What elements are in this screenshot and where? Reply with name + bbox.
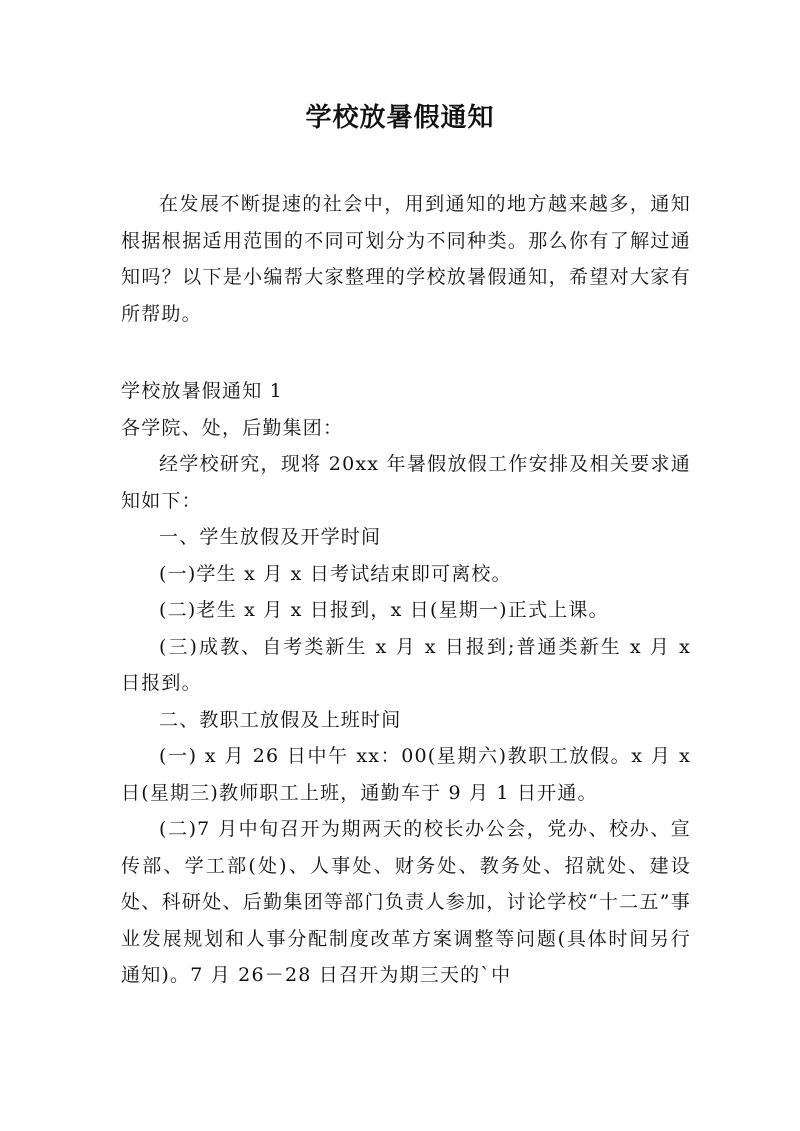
document-title: 学校放暑假通知 xyxy=(305,103,495,133)
salutation: 各学院、处，后勤集团： xyxy=(121,416,344,439)
paragraph-student-1: (一)学生 x 月 x 日考试结束即可离校。 xyxy=(159,562,512,585)
paragraph-staff-1: (一) x 月 26 日中午 xx：00(星期六)教职工放假。x 月 x 日(星期三)教师职工上班，通勤车于 9 月 1 日开通。 xyxy=(121,745,691,804)
paragraph-student-2: (二)老生 x 月 x 日报到，x 日(星期一)正式上课。 xyxy=(159,599,609,621)
paragraph-student-3: (三)成教、自考类新生 x 月 x 日报到;普通类新生 x 月 x 日报到。 xyxy=(121,635,691,694)
paragraph-intro: 经学校研究，现将 20xx 年暑假放假工作安排及相关要求通知如下： xyxy=(121,453,691,512)
notice-section xyxy=(121,373,691,994)
heading-staff-schedule: 二、教职工放假及上班时间 xyxy=(159,708,402,731)
paragraph-staff-2: (二)7 月中旬召开为期两天的校长办公会，党办、校办、宣传部、学工部(处)、人事处、财务处、教务处、招就处、建设处、科研处、后勤集团等部门负责人参加，讨论学校“十二五”事业发展规划和人事分配制度改革方案调整等问题(具体时间另行通知)。7 月 26－28 日召开为期三天的`中 xyxy=(121,818,691,986)
heading-student-schedule: 一、学生放假及开学时间 xyxy=(159,526,382,548)
section-heading: 学校放暑假通知 1 xyxy=(121,380,283,402)
intro-paragraph: 在发展不断提速的社会中，用到通知的地方越来越多，通知根据根据适用范围的不同可划分为不同种类。那么你有了解过通知吗？以下是小编帮大家整理的学校放暑假通知，希望对大家有所帮助。 xyxy=(121,193,691,325)
